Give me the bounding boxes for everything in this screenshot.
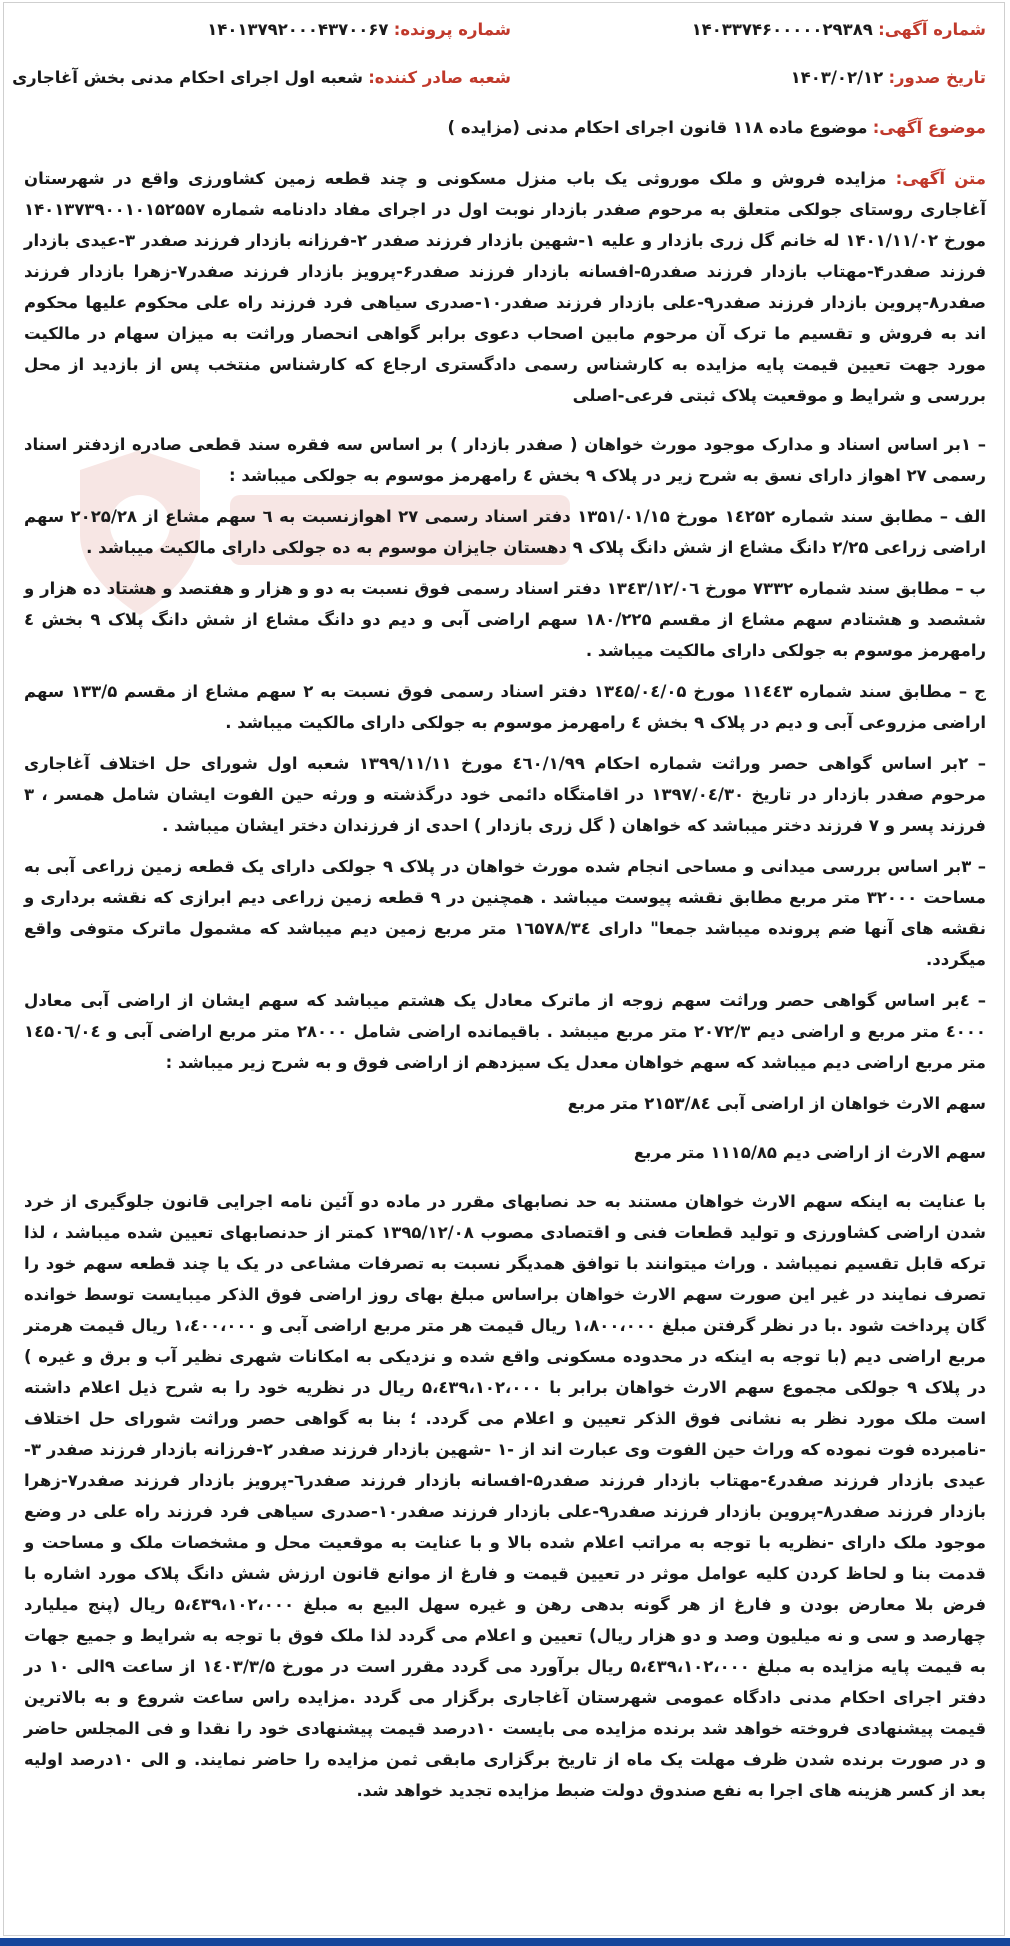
share-water-land: سهم الارث خواهان از اراضی آبی ۲۱۵۳/۸٤ متر مربع [567, 1094, 986, 1113]
paragraph-be: ب – مطابق سند شماره ۷۳۳۲ مورخ ۱۳٤۳/۱۲/۰٦ دفتر اسناد رسمی فوق نسبت به دو و هزار و هفتصد و هشتاد ده هزار و ششصد و هشتادم سهم مشاع از مقسم ۱۸۰/۲۲۵ سهم اراضی آبی و دیم دو دانگ مشاع از شش دانگ پلاک ۹ بخش ٤ رامهرمز موسوم به جولکی دارای مالکیت میباشد . [24, 579, 986, 660]
notice-number-label: شماره آگهی: [878, 20, 986, 39]
paragraph-jim: ج – مطابق سند شماره ۱۱٤٤۳ مورخ ۱۳٤۵/۰٤/۰۵ دفتر اسناد رسمی فوق نسبت به ۲ سهم مشاع از مقسم ۱۳۳/۵ سهم اراضی مزروعی آبی و دیم در پلاک ۹ بخش ٤ رامهرمز موسوم به جولکی دارای مالکیت میباشد . [24, 682, 986, 732]
paragraph-2: – ۲بر اساس گواهی حصر وراثت شماره احکام ٤٦۰/۱/۹۹ مورخ ۱۳۹۹/۱۱/۱۱ شعبه اول شورای حل اختلاف آغاجاری مرحوم صفدر بازدار در تاریخ ۱۳۹۷/۰٤/۳۰ در اقامتگاه دائمی خود درگذشته و ورثه حین الفوت ایشان شامل همسر ، ۳ فرزند پسر و ۷ فرزند دختر میباشد که خواهان ( گل زری بازدار ) احدی از فرزندان دختر ایشان میباشد . [24, 754, 986, 835]
paragraph-3: – ۳بر اساس بررسی میدانی و مساحی انجام شده مورث خواهان در پلاک ۹ جولکی دارای یک قطعه زمین زراعی آبی به مساحت ۳۲۰۰۰ متر مربع مطابق نقشه پیوست میباشد . همچنین در ۹ قطعه زمین زراعی دیم ابرازی که نقشه برداری و نقشه های آنها ضم پرونده میباشد جمعا" دارای ۱٦۵۷۸/۳٤ متر مربع زمین دیم میباشد که مشمول ماترک متوفی واقع میگردد. [24, 857, 986, 969]
case-number-label: شماره پرونده: [393, 20, 511, 39]
issue-date-field [791, 68, 986, 87]
case-number: ۱۴۰۱۳۷۹۲۰۰۰۴۳۷۰۰۶۷ [207, 20, 389, 39]
issuer-label: شعبه صادر کننده: [368, 68, 511, 87]
conclusion-paragraph: با عنایت به اینکه سهم الارث خواهان مستند به حد نصابهای مقرر در ماده دو آئین نامه اجرایی قانون جلوگیری از خرد شدن اراضی کشاورزی و تولید قطعات فنی و اقتصادی مصوب ۱۳۹۵/۱۲/۰۸ کمتر از حدنصابهای تعیین شده میباشد ، لذا ترکه قابل تقسیم نمیباشد . وراث میتوانند با توافق همدیگر نسبت به تصرفات مشاعی در یک یا چند قطعه سهم خود را تصرف نمایند در غیر این صورت سهم الارث خواهان براساس مبلغ بهای روز اراضی فوق الذکر میبایست توسط خوانده گان پرداخت شود .با در نظر گرفتن مبلغ ۱،۸۰۰،۰۰۰ ریال قیمت هر متر مربع اراضی آبی و ۱،٤۰۰،۰۰۰ ریال قیمت هرمتر مربع اراضی دیم (با توجه به اینکه در محدوده مسکونی واقع شده و نزدیکی به امکانات شهری نظیر آب و برق و غیره ) در پلاک ۹ جولکی مجموع سهم الارث خواهان برابر با ۵،٤۳۹،۱۰۲،۰۰۰ ریال در نظریه خود را به شرح ذیل اعلام داشته است ملک مورد نظر به نشانی فوق الذکر تعیین و اعلام می گردد. ؛ بنا به گواهی حصر وراثت شورای حل اختلاف -نامبرده فوت نموده که وراث حین الفوت وی عبارت اند از -۱ -شهین بازدار فرزند صفدر ۲-فرزانه بازدار فرزند صفدر ۳-عیدی بازدار فرزند صفدر٤-مهتاب بازدار فرزند صفدر۵-افسانه بازدار فرزند صفدر٦-پرویز بازدار فرزند صفدر۷-زهرا بازدار فرزند صفدر۸-پروین بازدار فرزند صفدر۹-علی بازدار فرزند صفدر۱۰-صدری سیاهی فرد فرزند راه علی در وضع موجود ملک دارای -نظریه با توجه به مراتب اعلام شده بالا و با عنایت به موقعیت محل و مشخصات ملک و مساحت و قدمت بنا و لحاظ کردن کلیه عوامل موثر در تعیین قیمت و فارغ از موانع قانون ارزش شش دانگ پلاک مورد اشاره با فرض بلا معارض بودن و فارغ از هر گونه بدهی رهن و غیره سهل البیع به مبلغ ۵،٤۳۹،۱۰۲،۰۰۰ ریال (پنج میلیارد چهارصد و سی و نه میلیون وصد و دو هزار ریال) تعیین و اعلام می گردد لذا ملک فوق با توجه به شرایط و جمیع جهات به قیمت پایه مزایده به مبلغ ۵،٤۳۹،۱۰۲،۰۰۰ ریال برآورد می گردد مقرر است در مورخ ۱٤۰۳/۳/۵ از ساعت ۹الی ۱۰ در دفتر اجرای احکام مدنی دادگاه عمومی شهرستان آغاجاری برگزار می گردد .مزایده راس ساعت شروع و به بالاترین قیمت پیشنهادی فروخته خواهد شد برنده مزایده می بایست ۱۰درصد قیمت پیشنهادی خود را نقدا و فی المجلس حاضر و در صورت برنده شدن ظرف مهلت یک ماه از تاریخ برگزاری مابقی ثمن مزایده را حاضر نمایند. و الی ۱۰درصد اولیه بعد از کسر هزینه های اجرا به نفع صندوق دولت ضبط مزایده تجدید خواهد شد. [24, 1192, 987, 1800]
body-intro-paragraph [24, 163, 986, 411]
paragraph-alef: الف – مطابق سند شماره ۱٤۲۵۲ مورخ ۱۳۵۱/۰۱/۱۵ دفتر اسناد رسمی ۲۷ اهوازنسبت به ٦ سهم مشاع از ۲۰۲۵/۲۸ سهم اراضی زراعی ۲/۲۵ دانگ مشاع از شش دانگ پلاک ۹ دهستان جایزان موسوم به ده جولکی دارای مالکیت میباشد . [24, 507, 986, 557]
text-label: متن آگهی: [895, 169, 986, 188]
subject: موضوع ماده ۱۱۸ قانون اجرای احکام مدنی (مزایده ) [447, 118, 868, 137]
issuer-field [12, 68, 511, 87]
subject-label: موضوع آگهی: [872, 118, 986, 137]
header-row-1 [24, 10, 986, 58]
header-row-2 [12, 58, 986, 106]
case-number-field [207, 20, 511, 39]
notice-number: ۱۴۰۳۳۷۴۶۰۰۰۰۰۲۹۳۸۹ [691, 20, 873, 39]
paragraph-1: – ۱بر اساس اسناد و مدارک موجود مورث خواهان ( صفدر بازدار ) بر اساس سه فقره سند قطعی صادره ازدفتر اسناد رسمی ۲۷ اهواز دارای نسق به شرح زیر در پلاک ۹ بخش ٤ رامهرمز موسوم به جولکی میباشد : [24, 435, 986, 485]
intro-text: مزایده فروش و ملک موروثی یک باب منزل مسکونی و چند قطعه زمین کشاورزی واقع در شهرستان آغاجاری روستای جولکی متعلق به مرحوم صفدر بازدار نوبت اول در اجرای مفاد دادنامه شماره ۱۴۰۱۳۷۳۹۰۰۱۰۱۵۲۵۵۷ مورخ ۱۴۰۱/۱۱/۰۲ له خانم گل زری بازدار و علیه ۱-شهین بازدار فرزند صفدر ۲-فرزانه بازدار فرزند صفدر ۳-عیدی بازدار فرزند صفدر۴-مهتاب بازدار فرزند صفدر۵-افسانه بازدار فرزند صفدر۶-پرویز بازدار فرزند صفدر۷-زهرا بازدار فرزند صفدر۸-پروین بازدار فرزند صفدر۹-علی بازدار فرزند صفدر۱۰-صدری سیاهی فرد فرزند راه علی محکوم علیها محکوم اند به فروش و تقسیم ما ترک آن مرحوم مابین اصحاب دعوی برابر گواهی انحصار وراثت به میزان سهام در مالکیت مورد جهت تعیین قیمت پایه مزایده به کارشناس رسمی دادگستری ارجاع که کارشناس منتخب پس از بازدید از محل بررسی و شرایط و موقعیت پلاک ثبتی فرعی-اصلی [24, 169, 987, 405]
subject-field [24, 118, 986, 137]
issuer: شعبه اول اجرای احکام مدنی بخش آغاجاری [12, 68, 363, 87]
bottom-bar [0, 1938, 1010, 1946]
notice-document [12, 10, 987, 1816]
notice-body [24, 163, 986, 1806]
notice-number-field [692, 20, 986, 39]
share-dry-land: سهم الارث از اراضی دیم ۱۱۱۵/۸۵ متر مربع [633, 1143, 986, 1162]
paragraph-4: – ٤بر اساس گواهی حصر وراثت سهم زوجه از ماترک معادل یک هشتم میباشد که سهم ایشان از اراضی آبی معادل ٤۰۰۰ متر مربع و اراضی دیم ۲۰۷۲/۳ متر مربع میبشد . باقیمانده اراضی شامل ۲۸۰۰۰ متر مربع اراضی آبی و ۱٤۵۰٦/۰٤ متر مربع اراضی دیم میباشد که سهم خواهان معدل یک سیزدهم از اراضی فوق و به شرح زیر میباشد : [24, 991, 986, 1072]
issue-date-label: تاریخ صدور: [888, 68, 986, 87]
issue-date: ۱۴۰۳/۰۲/۱۲ [790, 68, 884, 87]
